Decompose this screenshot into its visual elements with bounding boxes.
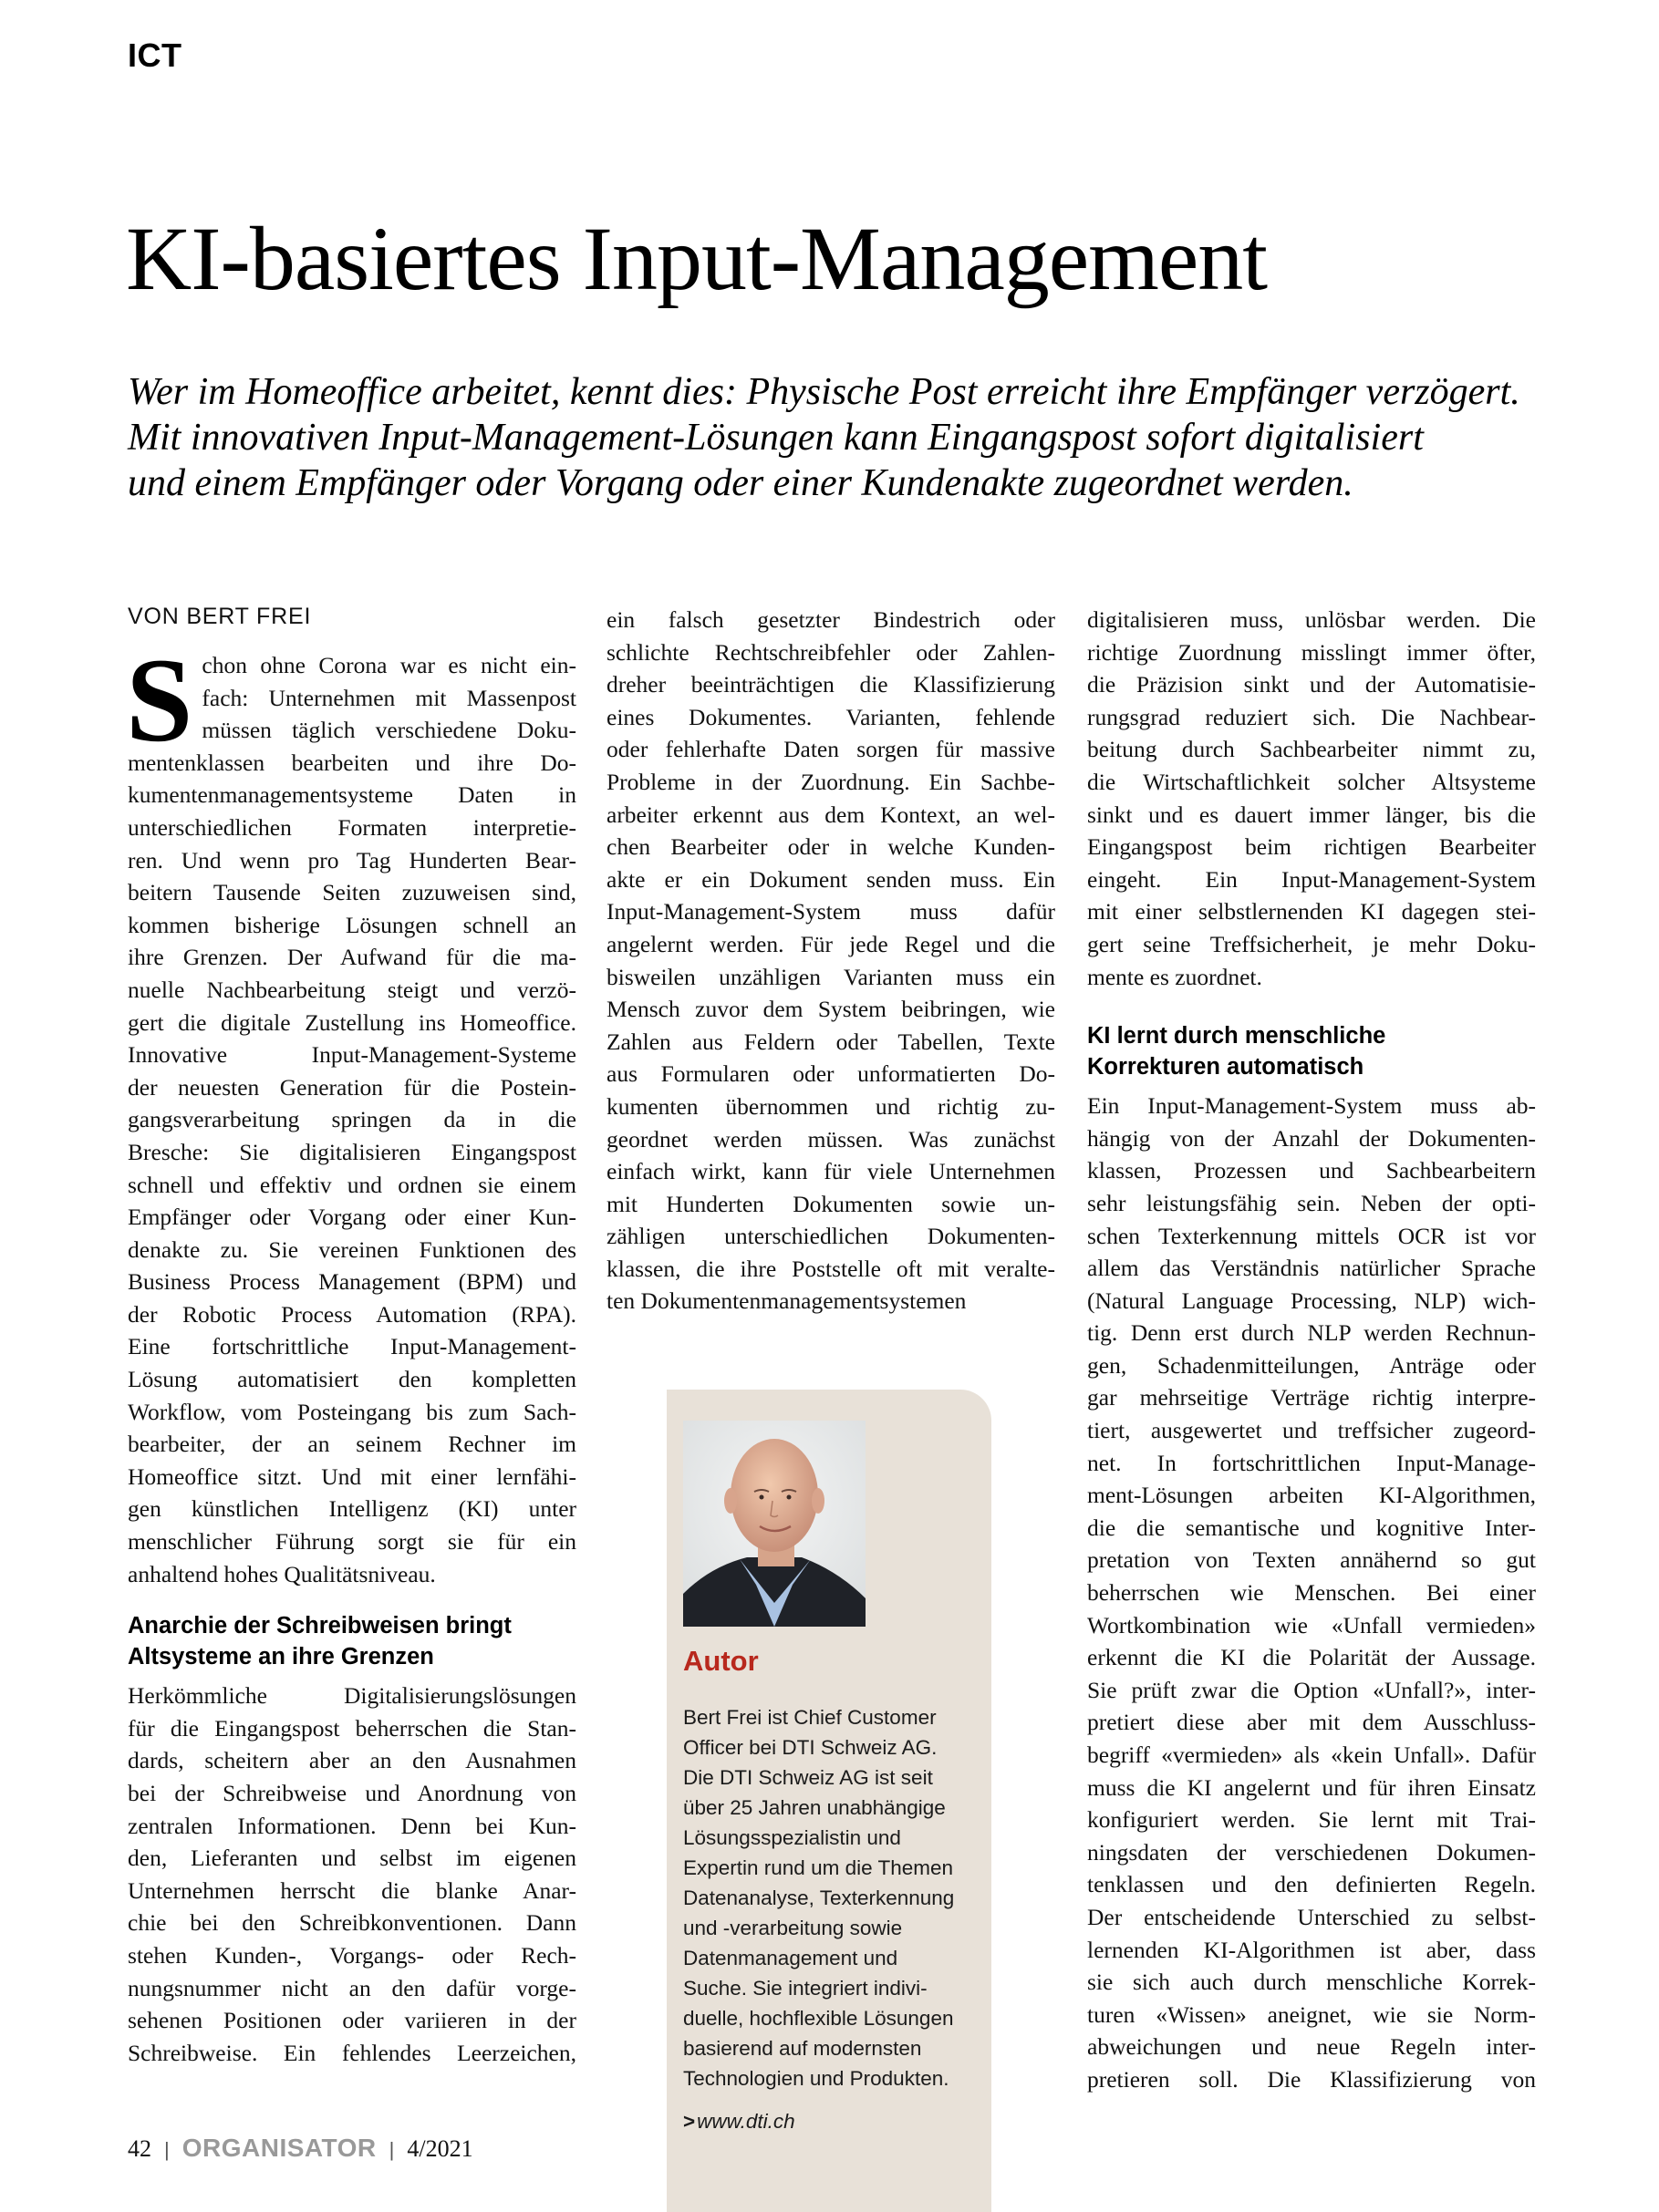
text-line: sinkt und es dauert immer länger, bis die bbox=[1087, 801, 1536, 828]
article-column-3 bbox=[1087, 604, 1536, 2096]
lead-line: Wer im Homeoffice arbeitet, kennt dies: Physische Post erreicht ihre Empfänger verzögert. bbox=[128, 371, 1520, 413]
text-line: oder fehlerhafte Daten sorgen für massive bbox=[607, 736, 1055, 763]
footer-separator: | bbox=[164, 2138, 170, 2161]
text-line: ihre Grenzen. Der Aufwand für die ma- bbox=[128, 944, 576, 971]
paragraph-lines bbox=[607, 604, 1055, 1318]
author-photo bbox=[683, 1421, 866, 1627]
bio-line: Lösungsspezialistin und bbox=[683, 1826, 901, 1849]
text-line: lernenden KI-Algorithmen ist aber, dass bbox=[1087, 1936, 1536, 1963]
text-line: (Natural Language Processing, NLP) wich- bbox=[1087, 1287, 1536, 1314]
text-line: ein falsch gesetzter Bindestrich oder bbox=[607, 606, 1055, 633]
subheading bbox=[1087, 1020, 1536, 1082]
text-line: menschlicher Führung sorgt sie für ein bbox=[128, 1528, 576, 1556]
text-line: richtige Zuordnung misslingt immer öfter, bbox=[1087, 638, 1536, 666]
text-line: Zahlen aus Feldern oder Tabellen, Texte bbox=[607, 1028, 1055, 1055]
article-column-2 bbox=[607, 604, 1055, 1318]
subheading-line: Korrekturen automatisch bbox=[1087, 1054, 1364, 1080]
paragraph-lines bbox=[128, 1680, 576, 2069]
text-line: anhaltend hohes Qualitätsniveau. bbox=[128, 1560, 436, 1587]
bio-line: duelle, hochflexible Lösungen bbox=[683, 2007, 954, 2030]
text-line: dreher beeinträchtigen die Klassifizierung bbox=[607, 671, 1055, 698]
text-line: gert die digitale Zustellung ins Homeoffice. bbox=[128, 1008, 576, 1036]
bio-line: über 25 Jahren unabhängige bbox=[683, 1796, 946, 1819]
subheading bbox=[128, 1610, 576, 1672]
bio-line: Officer bei DTI Schweiz AG. bbox=[683, 1736, 938, 1759]
text-line: kumenten übernommen und richtig zu- bbox=[607, 1092, 1055, 1120]
text-line: mit Hunderten Dokumenten sowie un- bbox=[607, 1190, 1055, 1217]
paragraph-lines bbox=[1087, 1090, 1536, 2095]
author-bio bbox=[683, 1702, 975, 2093]
text-line: sehenen Positionen oder variieren in der bbox=[128, 2007, 576, 2034]
text-line: schen Texterkennung mittels OCR ist vor bbox=[1087, 1222, 1536, 1249]
text-line: aus Formularen oder unformatierten Do- bbox=[607, 1060, 1055, 1088]
bio-line: und -verarbeitung sowie bbox=[683, 1917, 903, 1939]
page-footer bbox=[128, 2134, 473, 2163]
text-line: turen «Wissen» aneignet, wie sie Norm- bbox=[1087, 2000, 1536, 2028]
text-line: eingeht. Ein Input-Management-System bbox=[1087, 865, 1536, 893]
text-line: der Robotic Process Automation (RPA). bbox=[128, 1300, 576, 1328]
text-line: beherrschen wie Menschen. Bei einer bbox=[1087, 1579, 1536, 1607]
article-lead bbox=[128, 369, 1587, 506]
text-line: ren. Und wenn pro Tag Hunderten Bear- bbox=[128, 846, 576, 873]
text-line: Wortkombination wie «Unfall vermieden» bbox=[1087, 1611, 1536, 1638]
bio-line: Expertin rund um die Themen bbox=[683, 1856, 953, 1879]
chevron-right-icon: > bbox=[683, 2110, 696, 2133]
text-line: chen Bearbeiter oder in welche Kunden- bbox=[607, 833, 1055, 861]
text-line: die Wirtschaftlichkeit solcher Altsysteme bbox=[1087, 768, 1536, 795]
text-line: Business Process Management (BPM) und bbox=[128, 1268, 576, 1296]
subheading-line: Anarchie der Schreibweisen bringt bbox=[128, 1613, 512, 1639]
bio-line: Suche. Sie integriert indivi- bbox=[683, 1977, 928, 2000]
text-line: allem das Verständnis natürlicher Sprache bbox=[1087, 1255, 1536, 1282]
text-line: einfach wirkt, kann für viele Unternehmen bbox=[607, 1158, 1055, 1185]
magazine-name: ORGANISATOR bbox=[181, 2134, 377, 2162]
bio-line: Datenmanagement und bbox=[683, 1947, 898, 1969]
author-portrait-image bbox=[683, 1421, 866, 1627]
lead-line: und einem Empfänger oder Vorgang oder einer Kundenakte zugeordnet werden. bbox=[128, 462, 1353, 504]
text-line: Sie prüft zwar die Option «Unfall?», inter- bbox=[1087, 1676, 1536, 1703]
text-line: pretieren soll. Die Klassifizierung von bbox=[1087, 2065, 1536, 2093]
text-line: muss die KI angelernt und für ihren Einsatz bbox=[1087, 1773, 1536, 1801]
text-line: Unternehmen herrscht die blanke Anar- bbox=[128, 1876, 576, 1904]
text-line: gar mehrseitige Verträge richtig interpre- bbox=[1087, 1384, 1536, 1411]
text-line: kumentenmanagementsysteme Daten in bbox=[128, 781, 576, 809]
text-line: kommen bisherige Lösungen schnell an bbox=[128, 911, 576, 938]
text-line: zentralen Informationen. Denn bei Kun- bbox=[128, 1812, 576, 1839]
text-line: Input-Management-System muss dafür bbox=[607, 898, 1055, 925]
text-line: eines Dokumentes. Varianten, fehlende bbox=[607, 703, 1055, 730]
text-line: hängig von der Anzahl der Dokumenten- bbox=[1087, 1124, 1536, 1152]
text-line: gen, Schadenmitteilungen, Anträge oder bbox=[1087, 1351, 1536, 1379]
text-line: Eine fortschrittliche Input-Management- bbox=[128, 1333, 576, 1360]
text-line: Bresche: Sie digitalisieren Eingangspost bbox=[128, 1138, 576, 1165]
text-line: begriff «vermieden» als «kein Unfall». Dafür bbox=[1087, 1742, 1536, 1768]
text-line: rungsgrad reduziert sich. Die Nachbear- bbox=[1087, 703, 1536, 730]
byline: VON BERT FREI bbox=[128, 604, 312, 629]
subheading-line: Altsysteme an ihre Grenzen bbox=[128, 1644, 434, 1670]
subheading-line: KI lernt durch menschliche bbox=[1087, 1023, 1386, 1049]
text-line: tig. Denn erst durch NLP werden Rechnun- bbox=[1087, 1319, 1536, 1347]
text-line: beitern Tausende Seiten zuzuweisen sind, bbox=[128, 879, 576, 906]
text-line: Innovative Input-Management-Systeme bbox=[128, 1041, 576, 1069]
text-line: Der entscheidende Unterschied zu selbst- bbox=[1087, 1903, 1536, 1930]
text-line: Lösung automatisiert den kompletten bbox=[128, 1366, 576, 1393]
text-line: schlichte Rechtschreibfehler oder Zahlen- bbox=[607, 638, 1055, 666]
article-column-1 bbox=[126, 633, 576, 2069]
text-line: konfiguriert werden. Sie lernt mit Trai- bbox=[1087, 1806, 1536, 1834]
text-line: gen künstlichen Intelligenz (KI) unter bbox=[128, 1495, 576, 1523]
text-line: dards, scheitern aber an den Ausnahmen bbox=[128, 1747, 576, 1774]
lead-line: Mit innovativen Input-Management-Lösungen kann Eingangspost sofort digitalisiert bbox=[128, 417, 1424, 459]
drop-cap: S bbox=[126, 633, 193, 767]
text-line: tiert, ausgewertet und treffsicher zugeord- bbox=[1087, 1417, 1536, 1444]
text-line: gert seine Treffsicherheit, je mehr Doku- bbox=[1087, 930, 1536, 957]
text-line: ten Dokumentenmanagementsystemen bbox=[607, 1287, 967, 1315]
footer-separator: | bbox=[389, 2138, 395, 2161]
text-line: ment-Lösungen arbeiten KI-Algorithmen, bbox=[1087, 1482, 1536, 1509]
text-line: nuelle Nachbearbeitung steigt und verzö- bbox=[128, 976, 576, 1003]
author-heading: Autor bbox=[683, 1645, 759, 1677]
text-line: fach: Unternehmen mit Massenpost bbox=[202, 684, 576, 711]
text-line: erkennt die KI die Polarität der Aussage. bbox=[1087, 1644, 1536, 1671]
paragraph-lines bbox=[1087, 604, 1536, 993]
intro-paragraph bbox=[126, 633, 576, 1590]
author-website-link-text[interactable]: www.dti.ch bbox=[697, 2110, 795, 2133]
text-line: Homeoffice sitzt. Und mit einer lernfähi- bbox=[128, 1463, 576, 1490]
page-number: 42 bbox=[128, 2135, 151, 2162]
issue-number: 4/2021 bbox=[407, 2135, 473, 2162]
text-line: Herkömmliche Digitalisierungslösungen bbox=[128, 1682, 576, 1710]
text-line: ningsdaten der verschiedenen Dokumen- bbox=[1087, 1838, 1536, 1866]
text-line: klassen, die ihre Poststelle oft mit veralte- bbox=[607, 1255, 1055, 1282]
paragraph-lines bbox=[128, 747, 576, 1590]
text-line: gangsverarbeitung springen da in die bbox=[128, 1106, 576, 1133]
text-line: für die Eingangspost beherrschen die Stan- bbox=[128, 1714, 576, 1742]
text-line: Probleme in der Zuordnung. Ein Sachbe- bbox=[607, 768, 1055, 795]
bio-line: Bert Frei ist Chief Customer bbox=[683, 1706, 937, 1729]
text-line: klassen, Prozessen und Sachbearbeitern bbox=[1087, 1157, 1536, 1184]
text-line: stehen Kunden-, Vorgangs- oder Rech- bbox=[128, 1941, 576, 1969]
text-line: mit einer selbstlernenden KI dagegen stei- bbox=[1087, 898, 1536, 925]
text-line: der neuesten Generation für die Postein- bbox=[128, 1073, 576, 1101]
text-line: die Präzision sinkt und der Automatisie- bbox=[1087, 671, 1536, 698]
text-line: digitalisieren muss, unlösbar werden. Die bbox=[1087, 606, 1536, 633]
text-line: denakte zu. Sie vereinen Funktionen des bbox=[128, 1235, 576, 1263]
text-line: Mensch zuvor dem System beibringen, wie bbox=[607, 996, 1055, 1023]
article-title: KI-basiertes Input-Management bbox=[126, 208, 1268, 309]
text-line: nungsnummer nicht an den dafür vorge- bbox=[128, 1974, 576, 2001]
text-line: akte er ein Dokument senden muss. Ein bbox=[607, 865, 1055, 893]
text-line: Schreibweise. Ein fehlendes Leerzeichen, bbox=[128, 2039, 576, 2066]
text-line: bisweilen unzähligen Varianten muss ein bbox=[607, 963, 1055, 990]
text-line: Empfänger oder Vorgang oder einer Kun- bbox=[128, 1204, 576, 1231]
author-website-link[interactable] bbox=[683, 2110, 795, 2134]
text-line: bearbeiter, der an seinem Rechner im bbox=[128, 1431, 576, 1458]
text-line: Eingangspost beim richtigen Bearbeiter bbox=[1087, 833, 1536, 861]
text-line: unterschiedlichen Formaten interpretie- bbox=[128, 813, 576, 841]
bio-line: Datenanalyse, Texterkennung bbox=[683, 1886, 955, 1909]
text-line: beitung durch Sachbearbeiter nimmt zu, bbox=[1087, 736, 1536, 763]
text-line: pretation von Texten annähernd so gut bbox=[1087, 1546, 1536, 1574]
text-line: bei der Schreibweise und Anordnung von bbox=[128, 1780, 576, 1806]
text-line: chie bei den Schreibkonventionen. Dann bbox=[128, 1909, 576, 1937]
text-line: chon ohne Corona war es nicht ein- bbox=[202, 652, 576, 678]
bio-line: basierend auf modernsten bbox=[683, 2037, 922, 2060]
text-line: schnell und effektiv und ordnen sie einem bbox=[128, 1171, 576, 1198]
text-line: sehr leistungsfähig sein. Neben der opti- bbox=[1087, 1189, 1536, 1216]
text-line: angelernt werden. Für jede Regel und die bbox=[607, 930, 1055, 957]
text-line: mente es zuordnet. bbox=[1087, 963, 1262, 990]
text-line: sie sich auch durch menschliche Korrek- bbox=[1087, 1969, 1536, 1996]
text-line: zähligen unterschiedlichen Dokumenten- bbox=[607, 1223, 1055, 1250]
text-line: pretiert diese aber mit dem Ausschluss- bbox=[1087, 1709, 1536, 1736]
section-label: ICT bbox=[128, 36, 182, 74]
text-line: Ein Input-Management-System muss ab- bbox=[1087, 1092, 1536, 1120]
text-line: arbeiter erkennt aus dem Kontext, an wel- bbox=[607, 801, 1055, 828]
text-line: abweichungen und neue Regeln inter- bbox=[1087, 2033, 1536, 2061]
author-box bbox=[667, 1390, 991, 2212]
text-line: müssen täglich verschiedene Doku- bbox=[202, 717, 576, 744]
text-line: mentenklassen bearbeiten und ihre Do- bbox=[128, 749, 576, 776]
text-line: Workflow, vom Posteingang bis zum Sach- bbox=[128, 1398, 576, 1425]
bio-line: Die DTI Schweiz AG ist seit bbox=[683, 1766, 933, 1789]
text-line: die die semantische und kognitive Inter- bbox=[1087, 1514, 1536, 1541]
bio-line: Technologien und Produkten. bbox=[683, 2067, 949, 2090]
text-line: tenklassen und den definierten Regeln. bbox=[1087, 1871, 1536, 1898]
text-line: net. In fortschrittlichen Input-Manage- bbox=[1087, 1449, 1536, 1476]
text-line: geordnet werden müssen. Was zunächst bbox=[607, 1125, 1055, 1153]
text-line: den, Lieferanten und selbst im eigenen bbox=[128, 1845, 576, 1872]
